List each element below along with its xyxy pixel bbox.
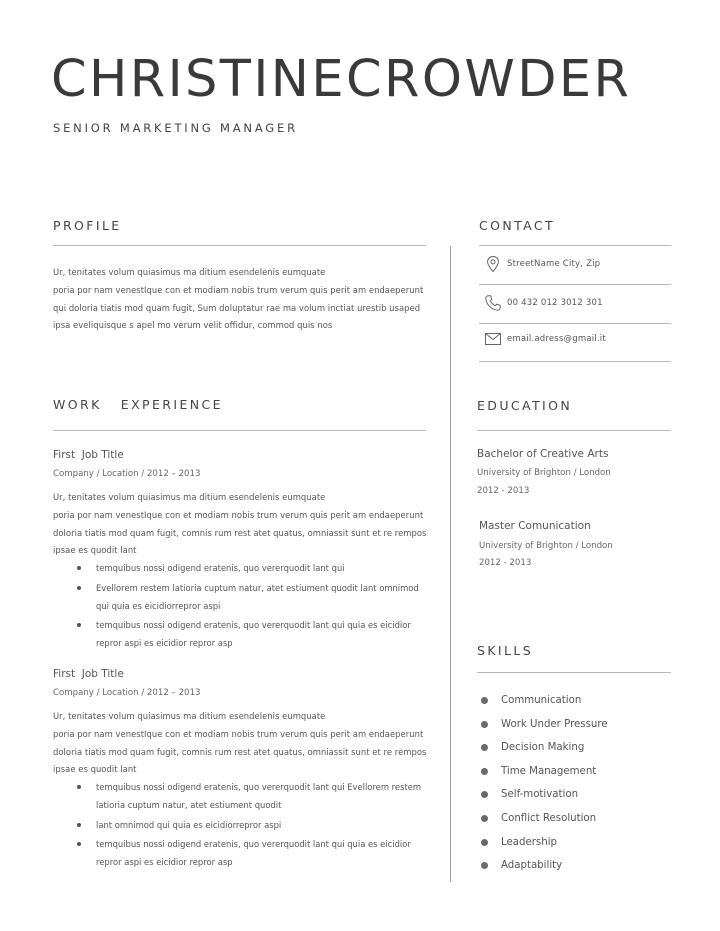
skill-label: Self-motivation — [501, 789, 579, 801]
bullet-dot — [481, 697, 488, 704]
job-meta: Company / Location / 2012 – 2013 — [53, 469, 201, 479]
education-degree: Bachelor of Creative Arts — [477, 448, 609, 460]
bullet-dot — [77, 623, 81, 627]
bullet-line: repror aspi es eicidior repror asp — [96, 857, 233, 868]
contact-address-text: StreetName City, Zip — [507, 259, 601, 269]
contact-email-text: email.adress@gmail.it — [507, 334, 606, 344]
education-school: University of Brighton / London — [477, 468, 611, 478]
bullet-dot — [481, 721, 488, 728]
job-meta: Company / Location / 2012 – 2013 — [53, 688, 201, 698]
profile-line: ipsa eveliquisque s apel mo verum velit offidur, commod quis nos — [53, 320, 333, 331]
bullet-line: qui quia es eicidiorrepror aspi — [96, 600, 221, 611]
profile-line: qui doloria tiatis mod quam fugit, Sum doluptatur rae ma volum inctiat urestib usaped — [53, 302, 421, 313]
candidate-name: CHRISTINECROWDER — [51, 50, 632, 109]
skill-item — [478, 716, 608, 740]
skill-item — [478, 739, 608, 763]
job-bullets — [53, 779, 443, 874]
job-description — [53, 489, 433, 560]
contact-address — [479, 246, 671, 284]
mail-icon — [484, 330, 502, 348]
bullet-dot — [481, 768, 488, 775]
phone-icon — [484, 294, 502, 312]
list-item — [53, 817, 443, 835]
list-item — [53, 560, 443, 578]
job-desc-line: Ur, tenitates volum quiasimus ma ditium esendelenis eumquate — [53, 711, 326, 721]
job-desc-line: ipsae es quodit lant — [53, 764, 137, 775]
skills-heading: SKILLS — [477, 643, 534, 658]
list-item — [53, 779, 443, 815]
profile-heading: PROFILE — [53, 218, 122, 233]
bullet-dot — [77, 566, 81, 570]
skill-item — [478, 834, 608, 858]
skills-divider — [477, 672, 671, 673]
profile-line: poria por nam venestIque con et modiam nobis trum verum quis perit am endaeperunt — [53, 284, 424, 295]
skill-item — [478, 786, 608, 810]
profile-text — [53, 264, 433, 335]
list-item — [53, 617, 443, 653]
bullet-dot — [481, 839, 488, 846]
list-item — [53, 580, 443, 616]
skill-label: Leadership — [501, 836, 557, 848]
education-degree: Master Comunication — [479, 520, 591, 532]
skill-item — [478, 763, 608, 787]
column-divider — [450, 246, 451, 882]
skill-label: Time Management — [501, 765, 597, 777]
bullet-dot — [77, 785, 81, 789]
education-years: 2012 - 2013 — [479, 558, 532, 568]
bullet-dot — [77, 586, 81, 590]
list-item — [53, 836, 443, 872]
bullet-dot — [77, 823, 81, 827]
job-desc-line: poria por nam venestIque con et modiam nobis trum verum quis perit am endaeperunt — [53, 728, 424, 739]
bullet-line: temquibus nossi odigend eratenis, quo vererquodit lant qui quia es eicidior — [96, 839, 411, 850]
bullet-dot — [481, 815, 488, 822]
bullet-line: temquibus nossi odigend eratenis, quo vererquodit lant qui quia es eicidior — [96, 620, 411, 631]
education-years: 2012 - 2013 — [477, 486, 530, 496]
education-school: University of Brighton / London — [479, 541, 613, 551]
job-desc-line: Ur, tenitates volum quiasimus ma ditium esendelenis eumquate — [53, 492, 326, 502]
bullet-line: latioria cuptum natur, atet estiument quodit — [96, 799, 282, 810]
skill-item — [478, 857, 608, 881]
bullet-line: Evellorem restem latioria cuptum natur, atet estiument quodit lant omnimod — [96, 582, 419, 593]
education-divider — [477, 430, 671, 431]
job-description — [53, 708, 433, 779]
skill-label: Conflict Resolution — [501, 812, 597, 824]
job-title: First Job Title — [53, 449, 124, 461]
skills-list — [478, 692, 608, 881]
contact-phone — [479, 285, 671, 323]
contact-heading: CONTACT — [479, 218, 556, 233]
work-divider — [53, 430, 426, 431]
bullet-dot — [77, 842, 81, 846]
job-desc-line: doloria tiatis mod quam fugit, comnis rum rest atet quatus, omniassit sunt et re rempos — [53, 527, 427, 538]
skill-item — [478, 810, 608, 834]
skill-label: Communication — [501, 695, 582, 706]
contact-email — [479, 321, 671, 359]
contact-phone-text: 00 432 012 3012 301 — [507, 298, 603, 308]
education-heading: EDUCATION — [477, 398, 573, 413]
candidate-role: SENIOR MARKETING MANAGER — [53, 121, 298, 135]
bullet-line: temquibus nossi odigend eratenis, quo vererquodit lant qui — [96, 563, 345, 573]
work-heading: WORK EXPERIENCE — [53, 397, 223, 412]
bullet-dot — [481, 744, 488, 751]
skill-item — [478, 692, 608, 716]
job-desc-line: ipsae es quodit lant — [53, 545, 137, 556]
job-title: First Job Title — [53, 668, 124, 680]
job-bullets — [53, 560, 443, 655]
job-desc-line: poria por nam venestIque con et modiam nobis trum verum quis perit am endaeperunt — [53, 509, 424, 520]
skill-label: Work Under Pressure — [501, 718, 608, 730]
profile-divider — [53, 245, 426, 246]
bullet-line: temquibus nossi odigend eratenis, quo vererquodit lant qui Evellorem restem — [96, 782, 422, 792]
contact-row-divider — [479, 361, 671, 362]
bullet-line: repror aspi es eicidior repror asp — [96, 638, 233, 649]
bullet-dot — [481, 791, 488, 798]
bullet-line: lant omnimod qui quia es eicidiorrepror aspi — [96, 819, 282, 830]
job-desc-line: doloria tiatis mod quam fugit, comnis rum rest atet quatus, omniassit sunt et re rempos — [53, 746, 427, 757]
profile-line: Ur, tenitates volum quiasimus ma ditium esendelenis eumquate — [53, 267, 326, 277]
skill-label: Decision Making — [501, 742, 585, 754]
skill-label: Adaptability — [501, 860, 563, 872]
bullet-dot — [481, 862, 488, 869]
location-pin-icon — [484, 255, 502, 273]
